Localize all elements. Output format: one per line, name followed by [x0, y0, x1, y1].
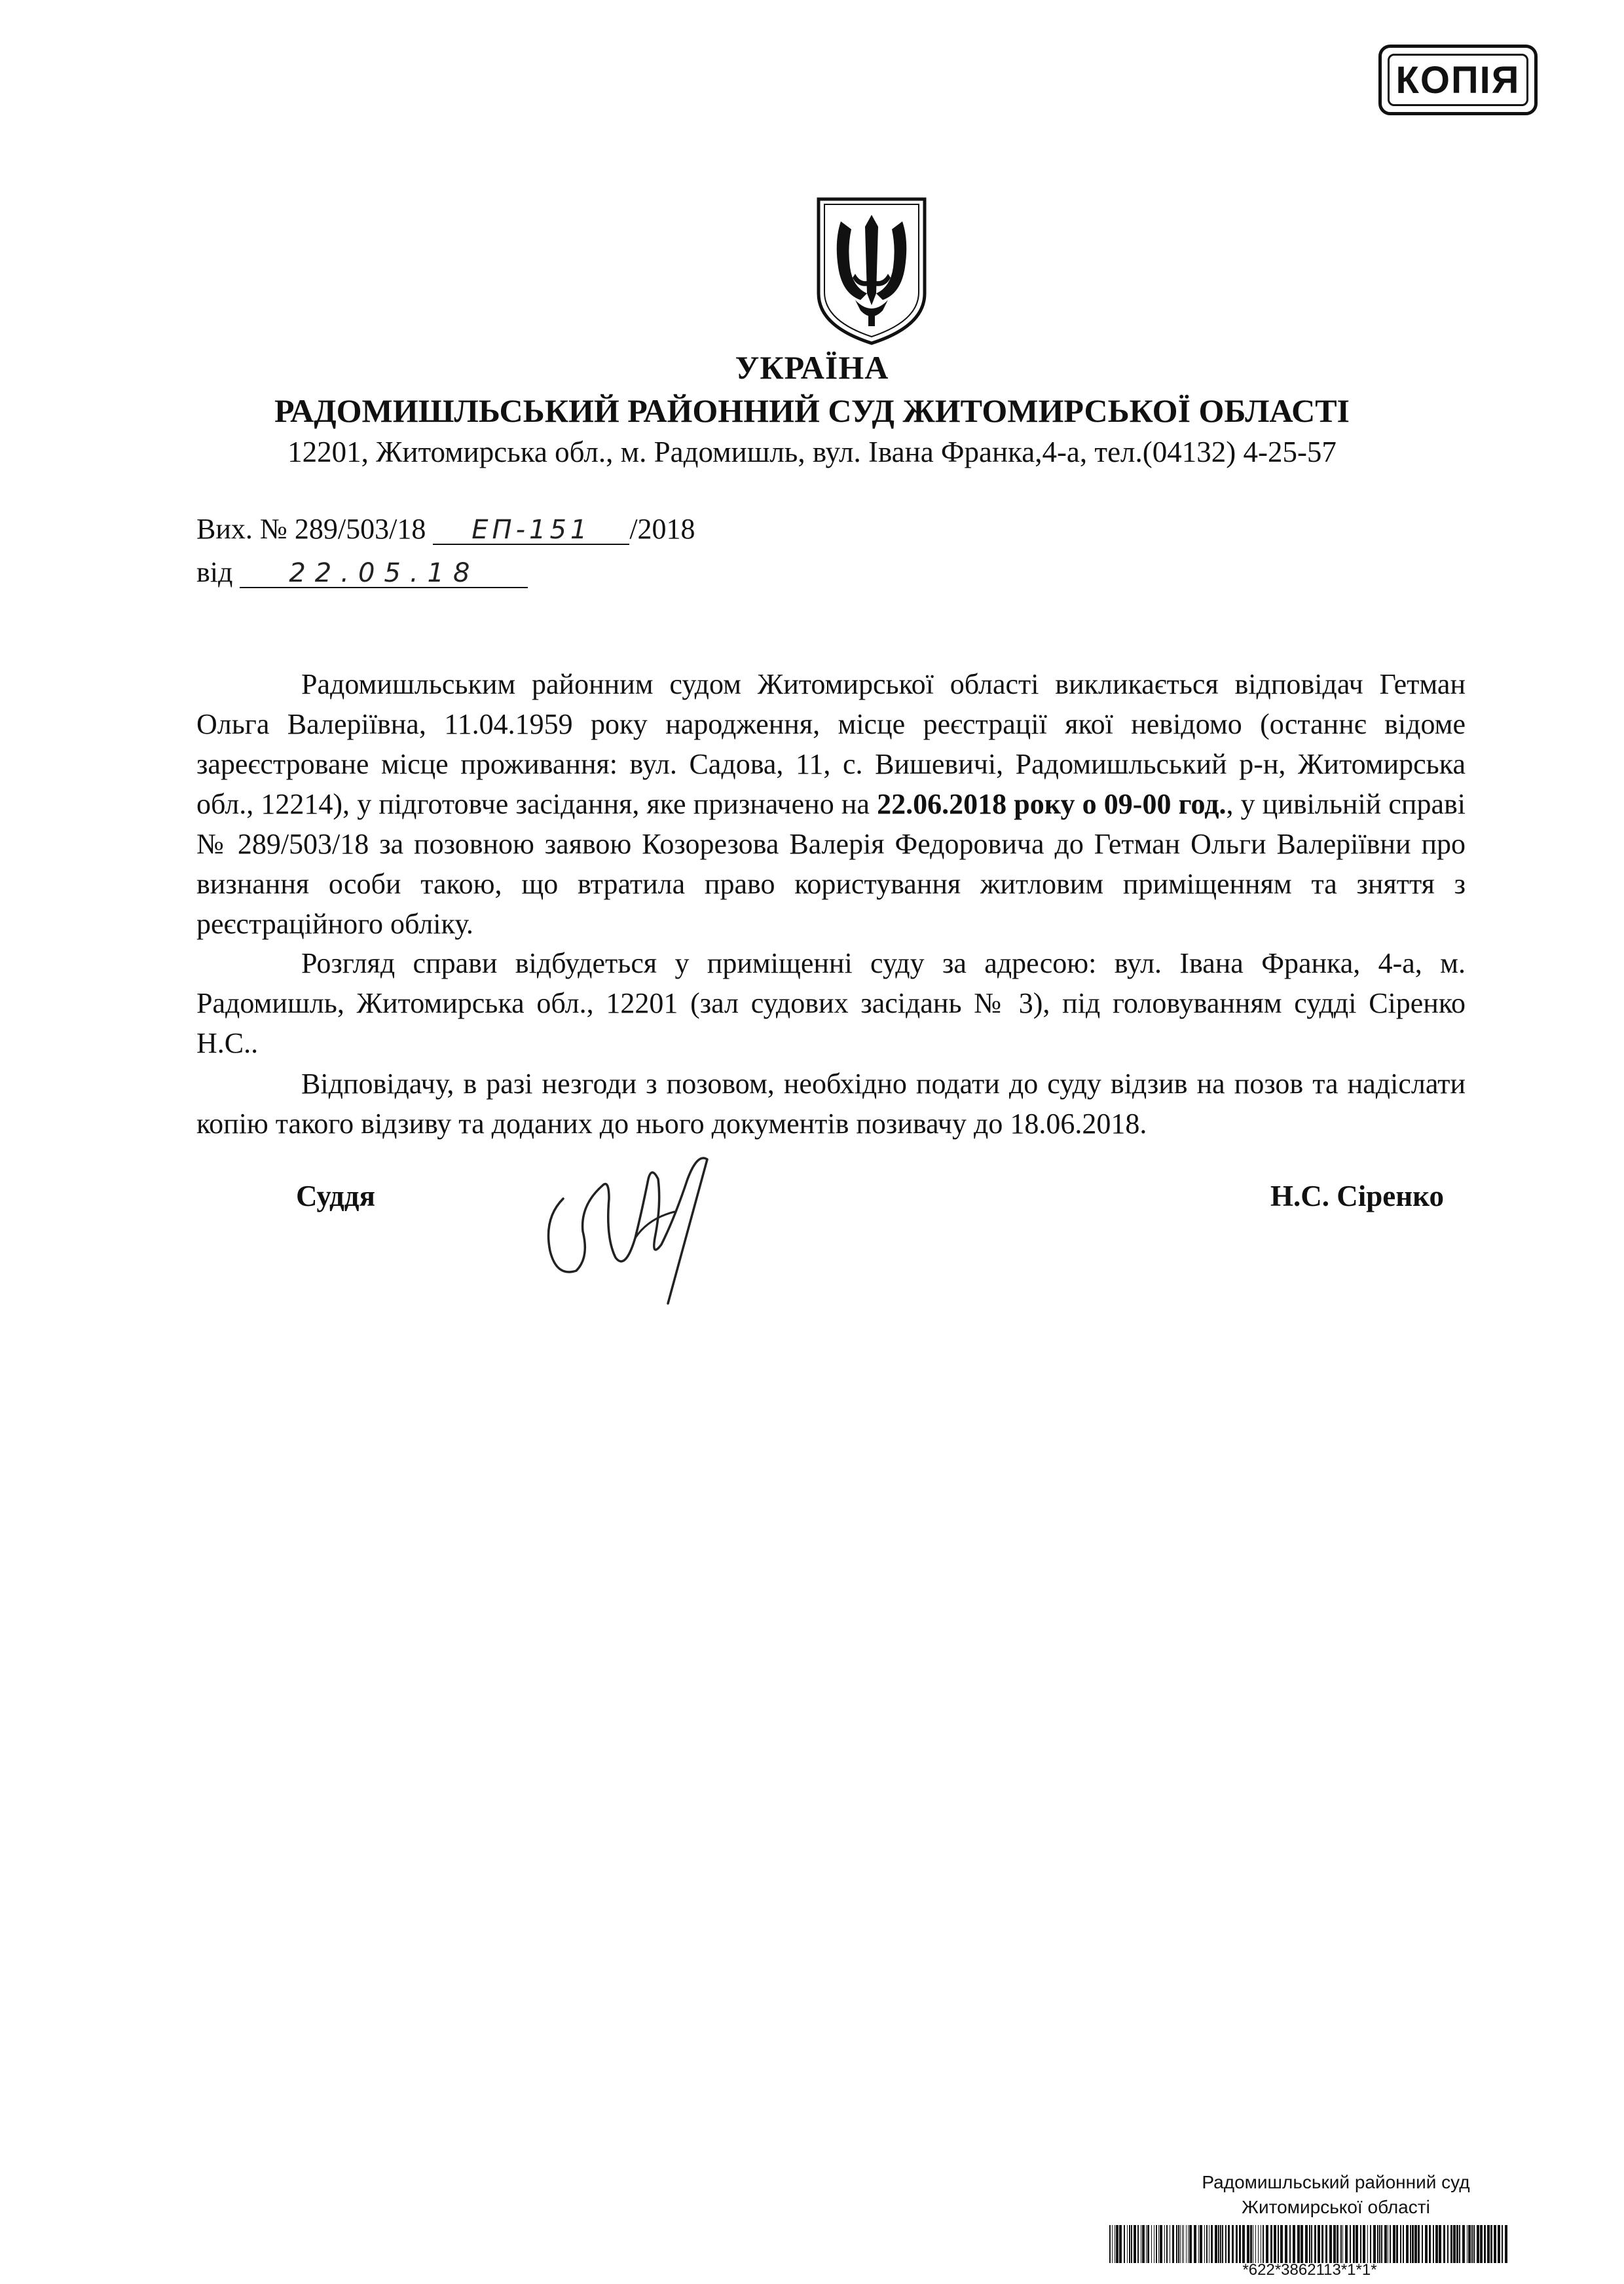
barcode-bar [1293, 2225, 1295, 2263]
hearing-datetime: 22.06.2018 року о 09-00 год. [877, 788, 1227, 820]
barcode-bar [1418, 2225, 1420, 2263]
barcode-bar [1340, 2225, 1342, 2263]
barcode-bar [1301, 2225, 1303, 2263]
barcode-bar [1468, 2225, 1471, 2263]
barcode-bar [1342, 2225, 1343, 2263]
paragraph-response-instructions [196, 1064, 1466, 1144]
barcode-bar [1473, 2225, 1475, 2263]
barcode-bar [1160, 2225, 1162, 2263]
barcode-bar [1490, 2225, 1492, 2263]
barcode-bar [1462, 2225, 1465, 2263]
barcode-bar [1435, 2225, 1438, 2263]
barcode-bar [1439, 2225, 1441, 2263]
barcode-bar [1220, 2225, 1221, 2263]
barcode-bar [1433, 2225, 1434, 2263]
barcode-bar [1494, 2225, 1496, 2263]
barcode-bar [1263, 2225, 1264, 2263]
barcode-bar [1182, 2225, 1183, 2263]
barcode-bar [1443, 2225, 1445, 2263]
barcode-bar [1337, 2225, 1338, 2263]
barcode-bar [1400, 2225, 1401, 2263]
paragraph-summons [196, 664, 1466, 944]
copy-stamp-label: КОПІЯ [1388, 54, 1528, 106]
barcode-bar [1311, 2225, 1312, 2263]
barcode-bar [1393, 2225, 1395, 2263]
footer-court-line1: Радомишльський районний суд [1202, 2172, 1470, 2192]
barcode-bar [1285, 2225, 1287, 2263]
barcode-bar [1166, 2225, 1168, 2263]
barcode-bar [1131, 2225, 1132, 2263]
barcode-bar [1412, 2225, 1414, 2263]
barcode-bar [1280, 2225, 1283, 2263]
barcode-bar [1381, 2225, 1382, 2263]
barcode-bar [1127, 2225, 1128, 2263]
barcode-bar [1477, 2225, 1479, 2263]
barcode-bar [1129, 2225, 1130, 2263]
barcode-bar [1278, 2225, 1279, 2263]
barcode-bar [1350, 2225, 1351, 2263]
barcode-bar [1178, 2225, 1179, 2263]
paragraph-response-instructions-text: Відповідачу, в разі незгоди з позовом, необхідно подати до суду відзив на позов та надіслати копію такого відзиву та доданих до нього документів позивачу до 18.06.2018. [196, 1068, 1466, 1140]
barcode-bar [1414, 2225, 1417, 2263]
outgoing-number-handwritten: ЕП-151 [433, 516, 629, 545]
barcode-bar [1206, 2225, 1208, 2263]
barcode-bar [1204, 2225, 1205, 2263]
barcode-bar [1215, 2225, 1217, 2263]
barcode-bar [1403, 2225, 1404, 2263]
barcode-bar [1447, 2225, 1449, 2263]
outgoing-number [196, 512, 695, 546]
barcode-bar [1453, 2225, 1456, 2263]
barcode-bar [1356, 2225, 1358, 2263]
barcode-bar [1247, 2225, 1249, 2263]
barcode-bar [1410, 2225, 1411, 2263]
barcode-bar [1116, 2225, 1118, 2263]
handwritten-signature [537, 1140, 740, 1323]
barcode-bar [1297, 2225, 1300, 2263]
paragraph-summons-part2: , у цивільній справі № 289/503/18 за позовною заявою Козорезова Валерія Федоровича до Гетман Ольги Валеріївни про визнання особи такою, що втратила право користування житловим приміщенням та зняття з реєстраційного обліку. [196, 788, 1466, 940]
country-heading: УКРАЇНА [735, 349, 889, 386]
court-heading: РАДОМИШЛЬСЬКИЙ РАЙОННИЙ СУД ЖИТОМИРСЬКОЇ ОБЛАСТІ [274, 392, 1350, 429]
barcode-bar [1158, 2225, 1159, 2263]
barcode-bar [1471, 2225, 1473, 2263]
outgoing-date [196, 555, 528, 589]
barcode-bar [1146, 2225, 1147, 2263]
barcode-bar [1124, 2225, 1125, 2263]
barcode-bar [1200, 2225, 1202, 2263]
paragraph-hearing-location [196, 943, 1466, 1063]
barcode-bar [1142, 2225, 1145, 2263]
outgoing-date-handwritten: 22.05.18 [240, 559, 528, 588]
barcode-bar [1151, 2225, 1152, 2263]
barcode-bar [1147, 2225, 1149, 2263]
barcode-bar [1134, 2225, 1136, 2263]
barcode-bar [1266, 2225, 1268, 2263]
barcode-bar [1289, 2225, 1291, 2263]
barcode-bar [1459, 2225, 1460, 2263]
barcode-bar [1236, 2225, 1238, 2263]
barcode-bar [1321, 2225, 1323, 2263]
barcode-bar [1396, 2225, 1398, 2263]
barcode-bar [1505, 2225, 1507, 2263]
barcode-bar [1429, 2225, 1431, 2263]
outgoing-number-suffix: /2018 [629, 513, 695, 545]
barcode-bar [1353, 2225, 1355, 2263]
barcode-bar [1333, 2225, 1336, 2263]
barcode-bar [1318, 2225, 1320, 2263]
tryzub-coat-of-arms-icon [815, 195, 929, 347]
barcode-bar [1377, 2225, 1378, 2263]
barcode-bar [1367, 2225, 1368, 2263]
barcode-bar [1379, 2225, 1380, 2263]
barcode-bar [1309, 2225, 1310, 2263]
barcode-bar [1314, 2225, 1316, 2263]
barcode-bar [1239, 2225, 1241, 2263]
barcode-bar [1188, 2225, 1189, 2263]
barcode-bar [1189, 2225, 1192, 2263]
barcode-bar [1109, 2225, 1111, 2263]
barcode-bar [1225, 2225, 1227, 2263]
barcode-bar [1198, 2225, 1199, 2263]
barcode-bar [1305, 2225, 1308, 2263]
barcode-bar [1137, 2225, 1139, 2263]
paragraph-hearing-location-text: Розгляд справи відбудеться у приміщенні суду за адресою: вул. Івана Франка, 4-а, м. Радомишль, Житомирська обл., 12201 (зал судових засідань № 3), під головуванням судді Сіренко Н.С.. [196, 947, 1466, 1059]
outgoing-number-prefix: Вих. № 289/503/18 [196, 513, 426, 545]
barcode-bar [1250, 2225, 1252, 2263]
judge-label: Суддя [296, 1180, 375, 1212]
barcode-bar [1502, 2225, 1503, 2263]
barcode-bar [1194, 2225, 1196, 2263]
document-barcode [1107, 2225, 1513, 2263]
barcode-bar [1450, 2225, 1452, 2263]
barcode-bar [1325, 2225, 1327, 2263]
copy-stamp [1378, 45, 1538, 115]
barcode-bar [1164, 2225, 1165, 2263]
barcode-bar [1211, 2225, 1213, 2263]
barcode-bar [1370, 2225, 1371, 2263]
barcode-bar [1360, 2225, 1361, 2263]
barcode-bar [1487, 2225, 1490, 2263]
barcode-bar [1172, 2225, 1174, 2263]
barcode-bar [1156, 2225, 1157, 2263]
barcode-bar [1112, 2225, 1113, 2263]
barcode-bar [1422, 2225, 1423, 2263]
barcode-bar [1232, 2225, 1234, 2263]
barcode-bar [1176, 2225, 1177, 2263]
barcode-bar [1255, 2225, 1256, 2263]
court-address: 12201, Житомирська обл., м. Радомишль, вул. Івана Франка,4-а, тел.(04132) 4-25-57 [287, 436, 1337, 468]
barcode-bar [1183, 2225, 1184, 2263]
barcode-bar [1406, 2225, 1409, 2263]
barcode-bar [1480, 2225, 1483, 2263]
barcode-bar [1258, 2225, 1259, 2263]
barcode-bar [1425, 2225, 1428, 2263]
barcode-bar [1390, 2225, 1391, 2263]
barcode-text: *622*3862113*1*1* [1242, 2261, 1377, 2279]
barcode-bar [1345, 2225, 1348, 2263]
barcode-bar [1119, 2225, 1122, 2263]
paragraph-summons-part1: Радомишльським районним судом Житомирської області викликається відповідач Гетман Ольга Валеріївна, 11.04.1959 року народження, місце реєстрації якої невідомо (останнє відоме зареєстроване місце проживання: вул. Садова, 11, с. Вишевичі, Радомишльський р-н, Житомирська обл., 12214), у підготовче засідання, яке призначено на [196, 668, 1466, 820]
footer-court-line2: Житомирської області [1242, 2197, 1430, 2217]
barcode-bar [1242, 2225, 1245, 2263]
judge-name: Н.С. Сіренко [1270, 1180, 1445, 1212]
barcode-bar [1384, 2225, 1387, 2263]
barcode-bar [1186, 2225, 1187, 2263]
barcode-bar [1484, 2225, 1486, 2263]
barcode-bar [1218, 2225, 1219, 2263]
barcode-bar [1228, 2225, 1230, 2263]
barcode-bar [1373, 2225, 1376, 2263]
barcode-bar [1363, 2225, 1365, 2263]
barcode-bar [1274, 2225, 1276, 2263]
barcode-bar [1329, 2225, 1332, 2263]
barcode-bar [1456, 2225, 1458, 2263]
barcode-bar [1222, 2225, 1223, 2263]
barcode-bar [1270, 2225, 1272, 2263]
barcode-bar [1498, 2225, 1500, 2263]
outgoing-date-prefix: від [196, 556, 233, 588]
barcode-bar [1180, 2225, 1181, 2263]
